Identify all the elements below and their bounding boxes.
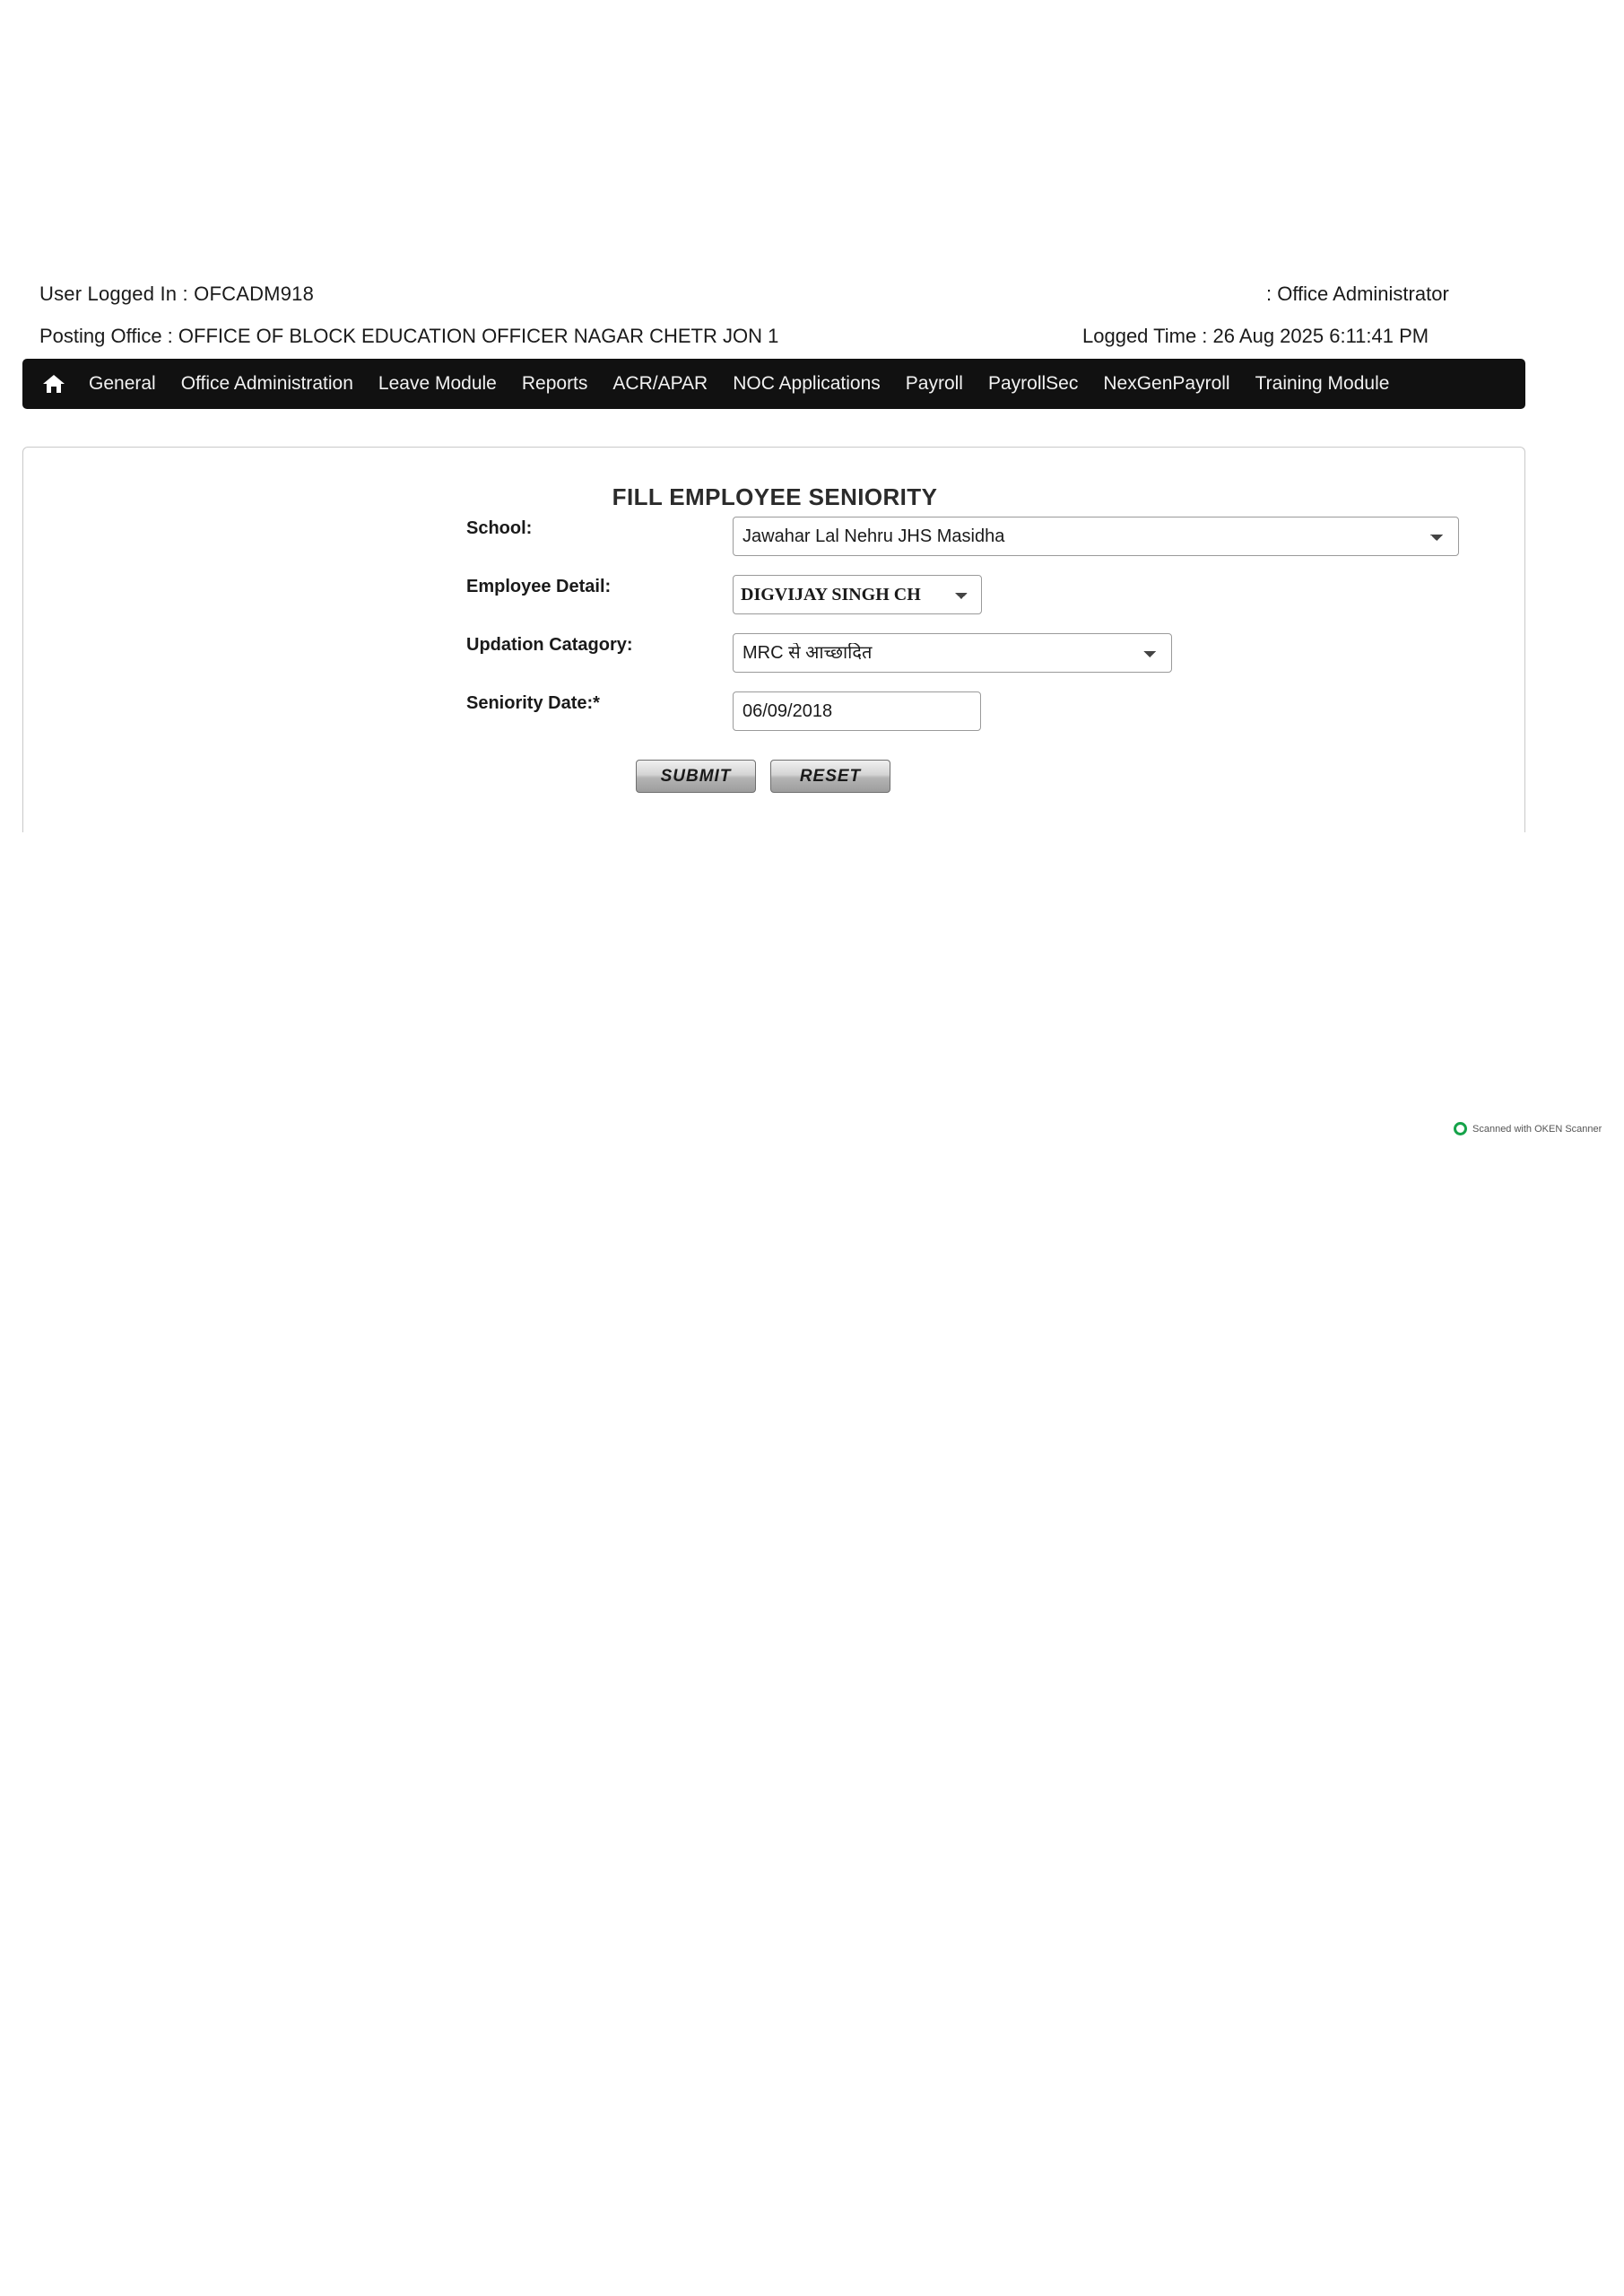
user-logged-in-label: User Logged In : OFCADM918 (39, 283, 315, 305)
employee-detail-select[interactable] (733, 575, 982, 614)
nav-item-office-administration[interactable]: Office Administration (180, 373, 353, 394)
scanner-ring-icon (1454, 1122, 1467, 1135)
user-role-label: : Office Administrator (1266, 283, 1449, 305)
nav-item-training-module[interactable]: Training Module (1255, 373, 1390, 394)
nav-item-noc-applications[interactable]: NOC Applications (733, 373, 881, 394)
logged-time-label: Logged Time : 26 Aug 2025 6:11:41 PM (1082, 325, 1429, 347)
employee-detail-label: Employee Detail: (466, 577, 612, 596)
seniority-date-input[interactable] (733, 691, 981, 731)
scanner-watermark (1454, 1122, 1602, 1135)
seniority-date-label: Seniority Date:* (466, 693, 600, 713)
nav-item-payrollsec[interactable]: PayrollSec (987, 373, 1079, 394)
nav-item-reports[interactable]: Reports (521, 373, 588, 394)
page-title: FILL EMPLOYEE SENIORITY (612, 483, 938, 510)
scanner-watermark-text: Scanned with OKEN Scanner (1472, 1123, 1602, 1135)
nav-item-nexgenpayroll[interactable]: NexGenPayroll (1103, 373, 1230, 394)
home-icon[interactable] (31, 359, 76, 409)
submit-button[interactable]: SUBMIT (636, 760, 756, 793)
school-select[interactable] (733, 517, 1459, 556)
updation-category-label: Updation Catagory: (466, 635, 633, 655)
form-actions (636, 760, 890, 793)
reset-button[interactable]: RESET (770, 760, 890, 793)
school-label: School: (466, 518, 533, 538)
posting-office-label: Posting Office : OFFICE OF BLOCK EDUCATION OFFICER NAGAR CHETR JON 1 (39, 325, 779, 347)
nav-item-payroll[interactable]: Payroll (905, 373, 963, 394)
main-navigation (22, 359, 1525, 409)
nav-item-acr-apar[interactable]: ACR/APAR (612, 373, 708, 394)
nav-item-leave-module[interactable]: Leave Module (378, 373, 497, 394)
updation-category-select[interactable] (733, 633, 1172, 673)
nav-item-general[interactable]: General (89, 373, 156, 394)
